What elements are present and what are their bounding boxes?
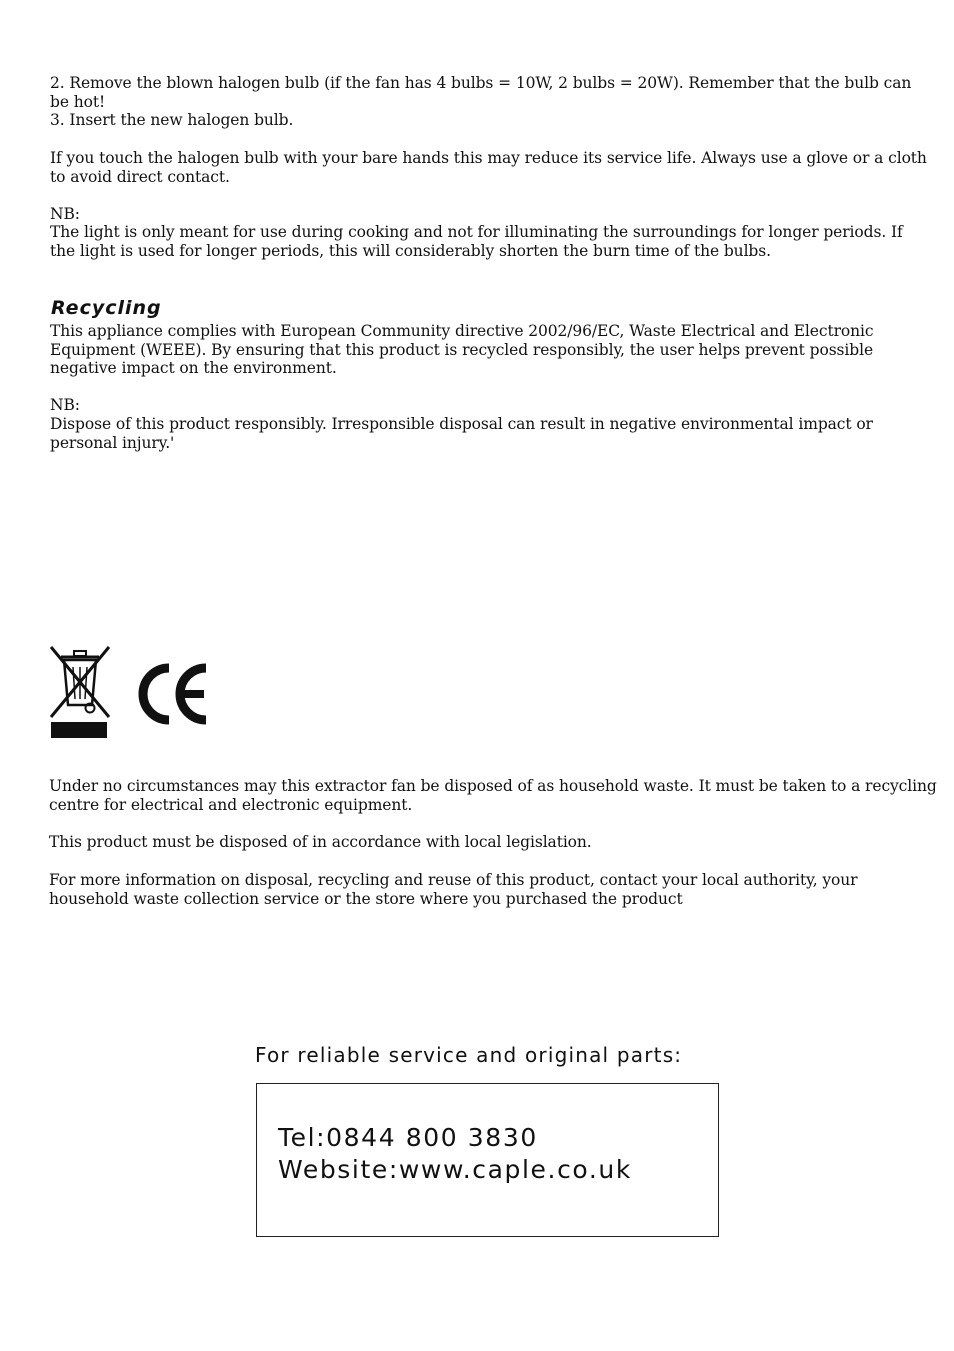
contact-telephone: Tel:0844 800 3830 <box>278 1123 538 1152</box>
contact-box <box>256 1083 719 1237</box>
service-title: For reliable service and original parts: <box>255 1043 683 1067</box>
disposal-paragraph-3: For more information on disposal, recycling and reuse of this product, contact your local authority, your household waste collection service or the store where you purchased the product <box>49 871 858 908</box>
halogen-warning: If you touch the halogen bulb with your bare hands this may reduce its service life. Always use a glove or a cloth to avoid direct contact. <box>50 149 927 186</box>
crossed-out-wheelie-bin-icon <box>47 645 113 740</box>
light-note-text: The light is only meant for use during cooking and not for illuminating the surroundings for longer periods. If the light is used for longer periods, this will considerably shorten the burn time of the bulbs. <box>50 223 903 260</box>
bulb-step-3: 3. Insert the new halogen bulb. <box>50 111 294 129</box>
light-note-label: NB: <box>50 205 80 223</box>
disposal-paragraph-2: This product must be disposed of in accordance with local legislation. <box>49 833 592 851</box>
recycling-nb-text: Dispose of this product responsibly. Irresponsible disposal can result in negative environmental impact or personal injury.' <box>50 415 873 452</box>
bulb-step-2: 2. Remove the blown halogen bulb (if the fan has 4 bulbs = 10W, 2 bulbs = 20W). Remember that the bulb can be hot! <box>50 74 912 111</box>
recycling-nb-label: NB: <box>50 396 80 414</box>
recycling-heading: Recycling <box>51 297 162 319</box>
ce-mark-icon <box>136 660 210 728</box>
contact-website: Website:www.caple.co.uk <box>278 1155 632 1184</box>
recycling-paragraph: This appliance complies with European Community directive 2002/96/EC, Waste Electrical and Electronic Equipment (WEEE). By ensuring that this product is recycled responsibly, the user helps prevent possible negative impact on the environment. <box>50 322 874 378</box>
disposal-paragraph-1: Under no circumstances may this extractor fan be disposed of as household waste. It must be taken to a recycling centre for electrical and electronic equipment. <box>49 777 937 814</box>
